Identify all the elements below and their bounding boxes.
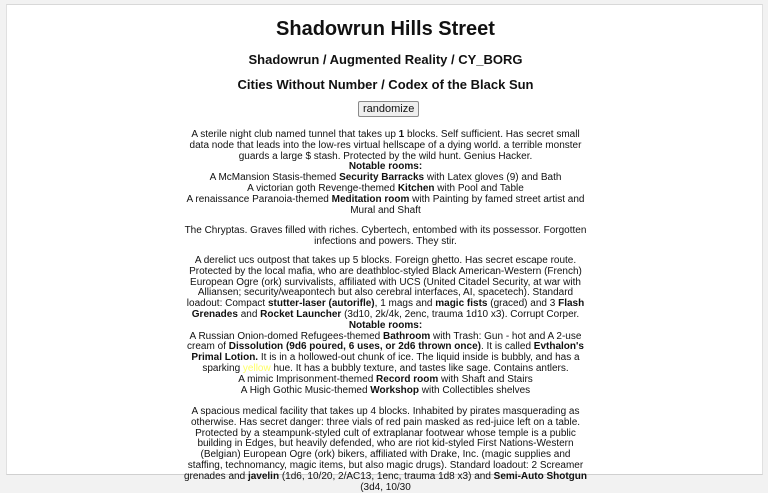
page-viewport xyxy=(6,4,763,493)
notable-rooms-heading: Notable rooms: xyxy=(348,319,423,331)
location-block xyxy=(7,226,764,248)
room-item: A McMansion Stasis-themed Security Barracks with Latex gloves (9) and Bath xyxy=(209,172,562,184)
room-item: A mimic Imprisonment-themed Record room with Shaft and Stairs xyxy=(238,373,533,385)
room-item: A victorian goth Revenge-themed Kitchen with Pool and Table xyxy=(247,182,524,194)
room-item: A renaissance Paranoia-themed Meditation room with Painting by famed street artist and Mural and Shaft xyxy=(186,193,585,216)
color-word: yellow xyxy=(242,362,271,374)
system-subtitle-2: Cities Without Number / Codex of the Black Sun xyxy=(237,77,534,92)
room-item: A Russian Onion-domed Refugees-themed Bathroom with Trash: Gun - hot and A 2-use cream of Dissolution (9d6 poured, 6 uses, or 2d6 thrown once). It is called Evthalon's Primal Lotion. It is in a hollowed-out chunk of ice. The liquid inside is bubbly, and has a sparking yellow hue. It has a bubbly texture, and tastes like sage. Contains antlers. xyxy=(187,330,584,374)
block-count: 1 xyxy=(398,129,405,140)
location-description: A sterile night club named tunnel that takes up 1 blocks. Self sufficient. Has secret small data node that leads into the low-res virtual hellscape of a dying world. a terrible monster guards a large $ stash. Protected by the wild hunt. Genius Hacker. xyxy=(189,129,582,162)
notable-rooms-heading: Notable rooms: xyxy=(348,161,423,173)
location-description: A spacious medical facility that takes up 4 blocks. Inhabited by pirates masquerading as otherwise. Has secret danger: three vials of red pain masked as red-juice left on a table. Protected by a steampunk-styled cult of extraplanar footwear whose temple is a public building in Edges, but heavily defended, who are riot kid-styled First Nations-Western (Belgian) European Ogre (ork) bikers, affiliated with Drake, Inc. (magic supplies and staffing, technomancy, magic items, but also magic drugs). Standard loadout: 2 Screamer grenades and javelin (1d6, 10/20, 2/AC13, 1enc, trauma 1d8 x3) and Semi-Auto Shotgun (3d4, 10/30 xyxy=(183,406,587,493)
location-block xyxy=(7,256,764,396)
room-item: A High Gothic Music-themed Workshop with Collectibles shelves xyxy=(240,384,531,396)
randomize-button[interactable]: randomize xyxy=(358,101,419,117)
location-description: The Chryptas. Graves filled with riches. Cybertech, entombed with its possessor. Forgotten infections and powers. They stir. xyxy=(184,225,587,247)
location-description: A derelict ucs outpost that takes up 5 blocks. Foreign ghetto. Has secret escape route. Protected by the local mafia, who are deathbloc-styled Black American-Western (French) European Ogre (ork) survivalists, affiliated with UCS (United Citadel Security, at war with Alliansen; security/weapontech but also cerebral interfaces, AI, spacetech). Standard loadout: Compact stutter-laser (autorifle), 1 mags and magic fists (graced) and 3 Flash Grenades and Rocket Launcher (3d10, 2k/4k, 2enc, trauma 1d10 x3). Corrupt Corper. xyxy=(186,255,585,320)
location-block xyxy=(7,130,764,216)
location-block xyxy=(7,407,764,493)
page-title: Shadowrun Hills Street xyxy=(276,18,495,40)
system-subtitle: Shadowrun / Augmented Reality / CY_BORG xyxy=(248,52,523,67)
